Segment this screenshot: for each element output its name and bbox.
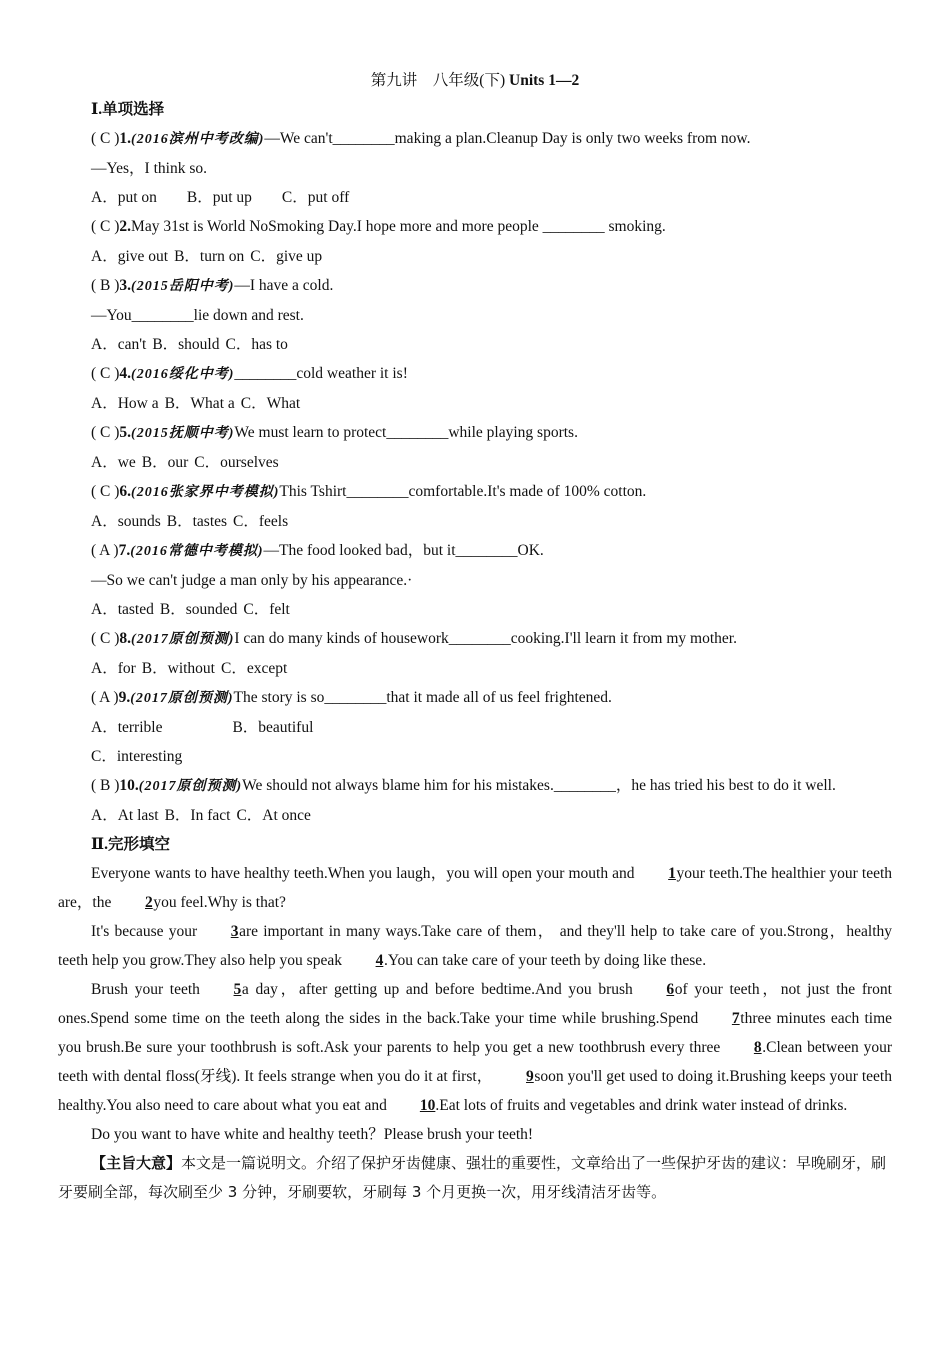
cloze-text: It's because your [91,923,198,940]
cloze-text: you feel.Why is that? [153,894,286,911]
question-stem [58,418,892,448]
option-row [58,801,892,830]
option-a[interactable]: A．for [91,660,136,677]
option-a[interactable]: A．terrible [91,719,163,736]
option-a[interactable]: A．sounds [91,513,161,530]
cloze-paragraph-1 [58,859,892,917]
option-c[interactable]: C．feels [233,513,289,530]
option-row [58,742,892,771]
option-b[interactable]: B．should [152,336,220,353]
option-a[interactable]: A．we [91,454,136,471]
question-text: —I have a cold. [234,277,334,294]
question-text: The story is so________that it made all of us feel frightened. [233,689,612,706]
question-text: This Tshirt________comfortable.It's made of 100% cotton. [279,483,647,500]
option-c[interactable]: C．except [220,660,288,677]
question-text: I can do many kinds of housework________cooking.I'll learn it from my mother. [234,630,737,647]
cloze-text: a day，after getting up and before bedtime.And you brush [241,981,633,998]
question-source: (2016绥化中考) [131,367,235,382]
cloze-paragraph-3 [58,975,892,1120]
cloze-text: are important in many ways.Take care of them， and they'll help to take care of you.Strong，healthy teeth help you grow.They also help you speak [58,923,892,969]
question-number: 1. [119,130,132,147]
question-text: —We can't________making a plan.Cleanup Day is only two weeks from now. [264,130,751,147]
question-stem [58,212,892,242]
summary-block [58,1149,892,1207]
question-stem [58,271,892,301]
question-stem [58,359,892,389]
question-source: (2015抚顺中考) [131,426,235,441]
option-c[interactable]: C．ourselves [194,454,279,471]
option-a[interactable]: A．tasted [91,601,154,618]
cloze-blank[interactable]: 1 [668,865,676,882]
option-c[interactable]: C．has to [225,336,288,353]
question-source: (2016张家界中考模拟) [131,485,280,500]
question-number: 4. [119,365,132,382]
cloze-blank[interactable]: 8 [753,1039,762,1056]
question-stem [58,536,892,566]
option-a[interactable]: A．can't [91,336,147,353]
cloze-text: .Eat lots of fruits and vegetables and drink water instead of drinks. [435,1097,848,1114]
option-row [58,713,892,742]
title-units: Units 1—2 [509,72,580,89]
question-number: 8. [119,630,132,647]
cloze-blank[interactable]: 6 [666,981,675,998]
option-b[interactable]: B．put up [186,189,252,206]
cloze-blank[interactable]: 7 [731,1010,740,1027]
answer-mark: ( C ) [91,218,120,235]
option-row [58,242,892,271]
cloze-text: .Clean between your teeth with dental floss(牙线). It feels strange when you do it at first， [58,1039,892,1085]
option-b[interactable]: B．without [141,660,215,677]
option-b[interactable]: B．In fact [164,807,231,824]
option-row [58,330,892,359]
cloze-blank[interactable]: 5 [233,981,242,998]
answer-mark: ( C ) [91,130,120,147]
option-b[interactable]: B．What a [164,395,235,412]
option-row [58,389,892,418]
question-source: (2015岳阳中考) [131,279,235,294]
cloze-text: .You can take care of your teeth by doing like these. [383,952,707,969]
question-number: 9. [118,689,131,706]
cloze-blank[interactable]: 2 [144,894,153,911]
question-source: (2016滨州中考改编) [131,132,265,147]
answer-mark: ( C ) [91,483,120,500]
cloze-text: Brush your teeth [91,981,200,998]
answer-mark: ( C ) [91,630,120,647]
question-stem [58,477,892,507]
cloze-paragraph-2 [58,917,892,975]
option-c[interactable]: C．interesting [91,748,183,765]
question-text: —The food looked bad，but it________OK. [263,542,544,559]
question-number: 7. [118,542,131,559]
title-cn: 第九讲 八年级(下) [370,72,506,89]
cloze-text: three minutes each time you brush.Be sure your toothbrush is soft.Ask your parents to help you get a new toothbrush every three [58,1010,893,1056]
answer-mark: ( A ) [91,689,119,706]
option-c[interactable]: C．At once [236,807,311,824]
option-b[interactable]: B．sounded [159,601,238,618]
worksheet-page [58,66,892,1207]
question-list [58,124,892,830]
answer-mark: ( C ) [91,424,120,441]
question-number: 2. [119,218,132,235]
option-a[interactable]: A．How a [91,395,159,412]
option-row [58,595,892,624]
option-c[interactable]: C．What [240,395,301,412]
cloze-text: of your teeth，not just the front ones.Spend some time on the teeth along the sides in the back.Take your time while brushing.Spend [58,981,892,1027]
option-a[interactable]: A．give out [91,248,169,265]
option-b[interactable]: B．our [141,454,189,471]
option-c[interactable]: C．give up [250,248,323,265]
question-text: We should not always blame him for his mistakes.________，he has tried his best to do it well. [242,777,836,794]
section-heading-cloze: Ⅱ.完形填空 [91,836,170,853]
summary-text: 本文是一篇说明文。介绍了保护牙齿健康、强壮的重要性，文章给出了一些保护牙齿的建议：早晚刷牙，刷牙要刷全部，每次刷至少 3 分钟，牙刷要软，牙刷每 3 个月更换一次，用牙线清洁牙齿等。 [58,1154,887,1201]
option-c[interactable]: C．put off [281,189,350,206]
question-number: 5. [119,424,132,441]
question-source: (2016常德中考模拟) [130,544,264,559]
summary-heading: 【主旨大意】 [91,1154,182,1172]
page-title [58,66,892,95]
question-number: 10. [119,777,139,794]
option-row [58,507,892,536]
cloze-text: soon you'll get used to doing it.Brushing keeps your teeth healthy.You also need to care about what you eat and [58,1068,892,1114]
option-a[interactable]: A．put on [91,189,157,206]
question-text: ________cold weather it is! [234,365,408,382]
option-row [58,183,892,212]
question-text: May 31st is World NoSmoking Day.I hope more and more people ________ smoking. [131,218,666,235]
option-b[interactable]: B．turn on [174,248,245,265]
question-source: (2017原创预测) [138,779,243,794]
question-text: We must learn to protect________while playing sports. [234,424,578,441]
cloze-blank[interactable]: 10 [419,1097,436,1114]
option-b[interactable]: B．beautiful [232,719,314,736]
cloze-blank[interactable]: 3 [230,923,239,940]
option-row [58,448,892,477]
cloze-text: your teeth.The healthier your teeth are，the [58,865,893,911]
question-source: (2017原创预测) [130,691,234,706]
cloze-paragraph-4: Do you want to have white and healthy teeth？Please brush your teeth! [91,1126,534,1143]
question-number: 6. [119,483,132,500]
option-b[interactable]: B．tastes [166,513,228,530]
question-stem [58,124,892,154]
question-dialogue: —You________lie down and rest. [91,307,304,324]
option-c[interactable]: C．felt [243,601,290,618]
question-dialogue: —Yes，I think so. [91,160,207,177]
cloze-text: Everyone wants to have healthy teeth.When you laugh，you will open your mouth and [91,865,635,882]
answer-mark: ( C ) [91,365,120,382]
answer-mark: ( A ) [91,542,119,559]
question-stem [58,683,892,713]
question-stem [58,771,892,801]
question-stem [58,624,892,654]
section-heading-multiple-choice: Ⅰ.单项选择 [91,101,165,118]
answer-mark: ( B ) [91,777,120,794]
option-a[interactable]: A．At last [91,807,159,824]
option-row [58,654,892,683]
question-number: 3. [119,277,132,294]
cloze-blank[interactable]: 9 [526,1068,534,1085]
question-dialogue: —So we can't judge a man only by his appearance.· [91,572,413,589]
question-source: (2017原创预测) [131,632,235,647]
cloze-blank[interactable]: 4 [375,952,384,969]
answer-mark: ( B ) [91,277,120,294]
